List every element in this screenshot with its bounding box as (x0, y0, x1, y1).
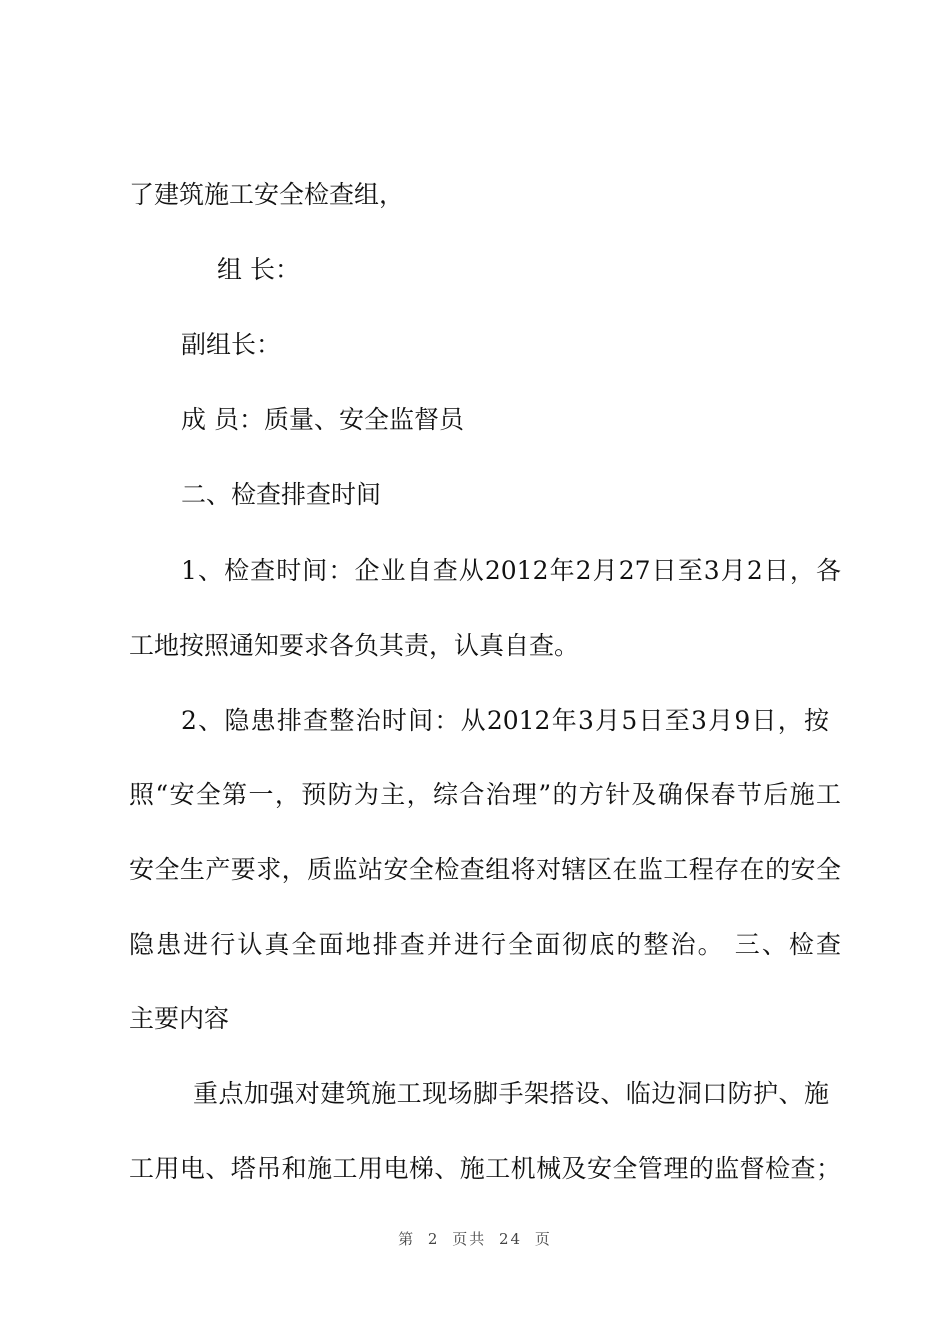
text-line-4: 成 员：质量、安全监督员 (181, 405, 464, 434)
text-line-9: 照“安全第一，预防为主，综合治理”的方针及确保春节后施工 (129, 780, 841, 809)
text-line-8: 2、隐患排查整治时间：从2012年3月5日至3月9日，按 (181, 706, 829, 735)
text-line-2: 组 长： (217, 255, 300, 284)
text-line-13: 重点加强对建筑施工现场脚手架搭设、临边洞口防护、施 (193, 1079, 829, 1108)
page-number-footer: 第 2 页共 24 页 (398, 1230, 552, 1248)
text-line-6: 1、检查时间：企业自查从2012年2月27日至3月2日，各 (181, 556, 841, 585)
text-line-3: 副组长： (181, 330, 282, 359)
section-heading-2: 二、检查排查时间 (181, 480, 382, 509)
text-line-1: 了建筑施工安全检查组， (129, 180, 405, 209)
text-line-11: 隐患进行认真全面地排查并进行全面彻底的整治。 三、检查 (129, 930, 841, 959)
text-line-14: 工用电、塔吊和施工用电梯、施工机械及安全管理的监督检查； (129, 1154, 841, 1183)
text-line-10: 安全生产要求，质监站安全检查组将对辖区在监工程存在的安全 (129, 855, 841, 884)
text-line-12: 主要内容 (129, 1004, 230, 1033)
text-line-7: 工地按照通知要求各负其责，认真自查。 (129, 631, 580, 660)
